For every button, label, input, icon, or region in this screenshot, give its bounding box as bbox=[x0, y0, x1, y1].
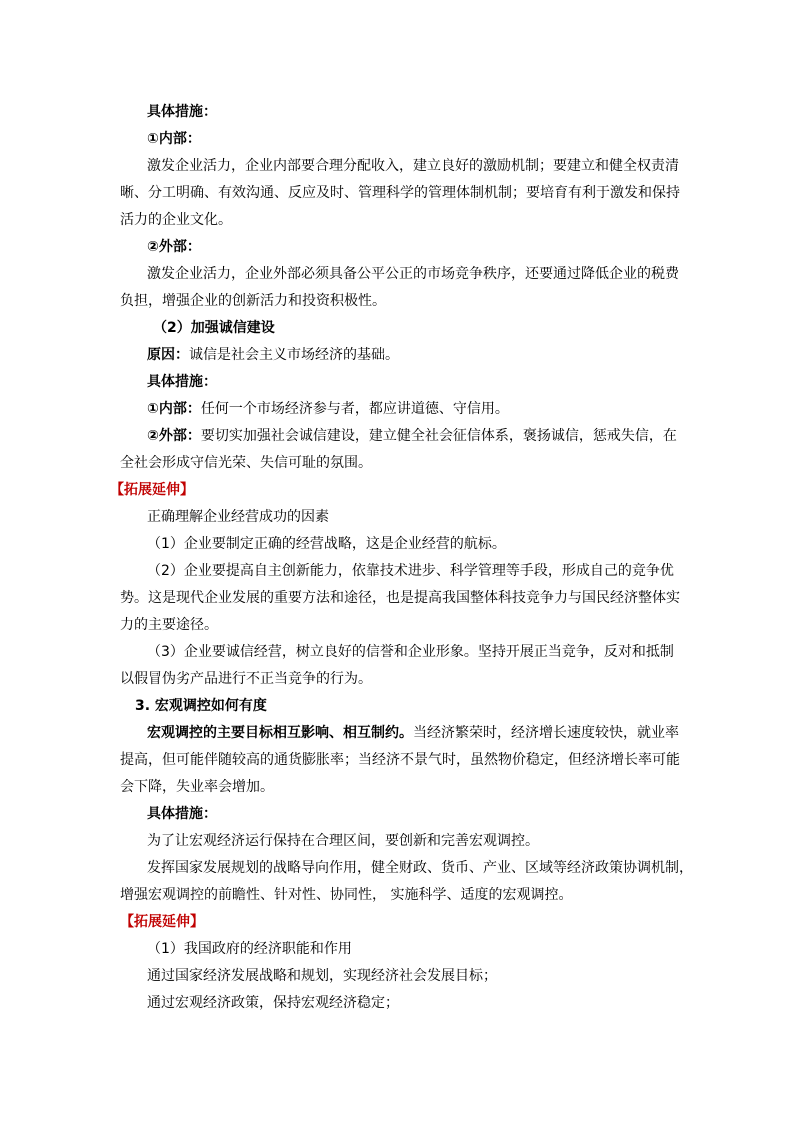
paragraph-line: 正确理解企业经营成功的因素 bbox=[147, 509, 329, 525]
inline-label: 原因： bbox=[147, 347, 189, 363]
inline-label: ②外部： bbox=[147, 428, 201, 444]
heading-specific-measures: 具体措施： bbox=[147, 104, 217, 120]
paragraph-line: ②外部：要切实加强社会诚信建设，建立健全社会征信体系，褒扬诚信，惩戒失信，在 bbox=[147, 428, 677, 444]
paragraph-line: ①内部：任何一个市场经济参与者，都应讲道德、守信用。 bbox=[147, 401, 509, 417]
paragraph-line: 活力的企业文化。 bbox=[120, 212, 232, 228]
subheading-external: ②外部： bbox=[147, 239, 201, 255]
extension-heading: 【拓展延伸】 bbox=[120, 914, 204, 930]
section-heading-integrity: （2）加强诚信建设 bbox=[153, 320, 275, 336]
section-heading-macro-control: 3. 宏观调控如何有度 bbox=[135, 698, 267, 714]
subheading-internal: ①内部： bbox=[147, 131, 201, 147]
paragraph-line: 增强宏观调控的前瞻性、针对性、协同性， 实施科学、适度的宏观调控。 bbox=[120, 887, 573, 903]
paragraph-line: 会下降，失业率会增加。 bbox=[120, 779, 274, 795]
inline-label: 宏观调控的主要目标相互影响、相互制约。 bbox=[147, 725, 413, 741]
paragraph-line: 激发企业活力，企业内部要合理分配收入，建立良好的激励机制；要建立和健全权责清 bbox=[147, 158, 679, 174]
paragraph-line: 宏观调控的主要目标相互影响、相互制约。当经济繁荣时，经济增长速度较快，就业率 bbox=[147, 725, 679, 741]
inline-label: ①内部： bbox=[147, 401, 201, 417]
paragraph-line: 以假冒伪劣产品进行不正当竞争的行为。 bbox=[120, 671, 372, 687]
paragraph-line: （1）我国政府的经济职能和作用 bbox=[147, 941, 352, 957]
paragraph-line: 势。这是现代企业发展的重要方法和途径，也是提高我国整体科技竞争力与国民经济整体实 bbox=[120, 590, 680, 606]
paragraph-line: （2）企业要提高自主创新能力，依靠技术进步、科学管理等手段，形成自己的竞争优 bbox=[147, 563, 674, 579]
paragraph-line: 通过国家经济发展战略和规划，实现经济社会发展目标； bbox=[147, 968, 497, 984]
paragraph-line: 激发企业活力，企业外部必须具备公平公正的市场竞争秩序，还要通过降低企业的税费 bbox=[147, 266, 679, 282]
paragraph-line: 为了让宏观经济运行保持在合理区间，要创新和完善宏观调控。 bbox=[147, 833, 539, 849]
heading-specific-measures: 具体措施： bbox=[147, 374, 217, 390]
paragraph-line: 提高，但可能伴随较高的通货膨胀率；当经济不景气时，虽然物价稳定，但经济增长率可能 bbox=[120, 752, 680, 768]
heading-specific-measures: 具体措施： bbox=[147, 806, 217, 822]
paragraph-line: （3）企业要诚信经营，树立良好的信誉和企业形象。坚持开展正当竞争，反对和抵制 bbox=[147, 644, 674, 660]
paragraph-line: 全社会形成守信光荣、失信可耻的氛围。 bbox=[120, 455, 372, 471]
paragraph-line: 负担，增强企业的创新活力和投资积极性。 bbox=[120, 293, 386, 309]
paragraph-line: 通过宏观经济政策，保持宏观经济稳定； bbox=[147, 995, 399, 1011]
paragraph-line: 发挥国家发展规划的战略导向作用，健全财政、货币、产业、区域等经济政策协调机制， bbox=[147, 860, 693, 876]
extension-heading: 【拓展延伸】 bbox=[110, 482, 194, 498]
paragraph-line: （1）企业要制定正确的经营战略，这是企业经营的航标。 bbox=[147, 536, 506, 552]
paragraph-line: 力的主要途径。 bbox=[120, 617, 218, 633]
paragraph-line: 原因：诚信是社会主义市场经济的基础。 bbox=[147, 347, 399, 363]
paragraph-line: 晰、分工明确、有效沟通、反应及时、管理科学的管理体制机制；要培育有利于激发和保持 bbox=[120, 185, 680, 201]
